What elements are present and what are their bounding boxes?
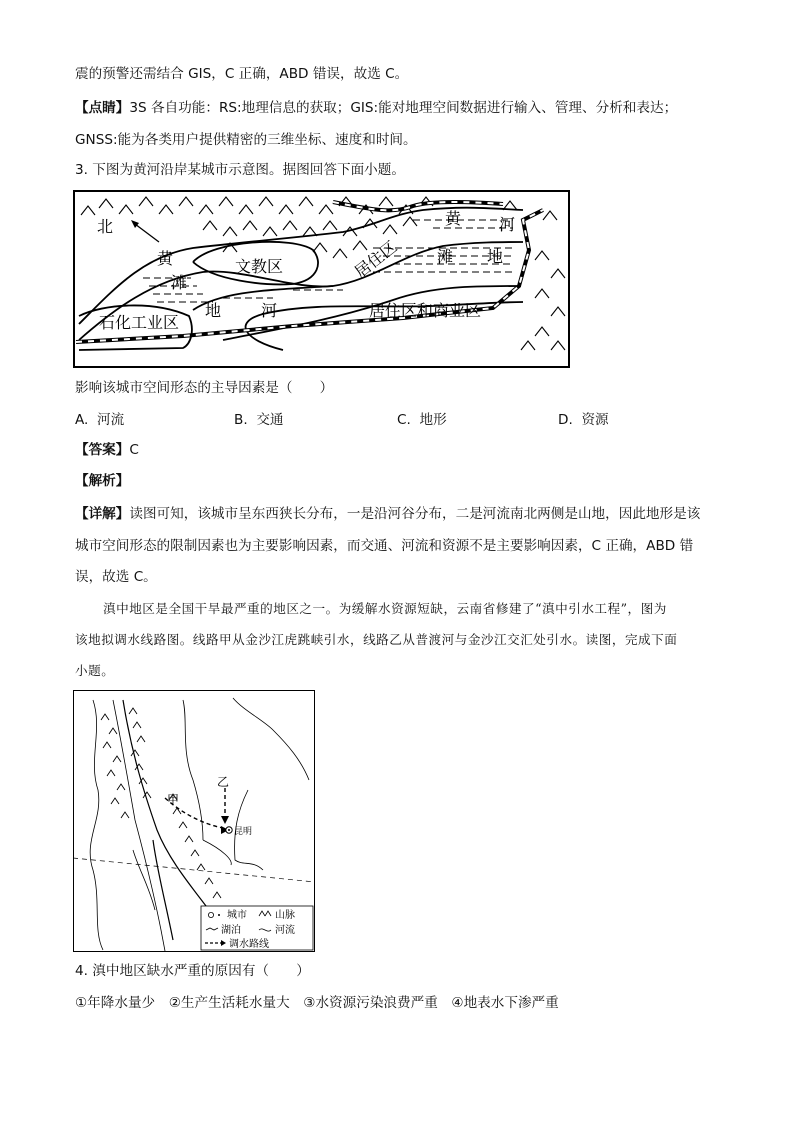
intro-line: 小题。 [75,663,115,678]
answer-value: C [129,442,139,458]
di-left-label: 地 [205,301,222,320]
question-3-stem: 影响该城市空间形态的主导因素是（ ） [75,380,334,396]
option-text: 资源 [581,412,609,428]
shangye-label: 居住区和商业区 [369,301,482,320]
he-left-label: 河 [261,301,278,320]
route-jia-label: 甲 [167,793,180,807]
legend-city: 城市 [227,910,247,921]
tan-right-label: 滩 [437,247,454,266]
answer-tag: 【答案】 [75,442,130,458]
option-key: D. [558,412,573,428]
analysis-tag: 【解析】 [75,473,130,489]
he-right-label: 河 [499,215,516,234]
juzhu-label: 居住区 [350,237,401,282]
legend-route: 调水路线 [229,939,269,950]
option-key: C. [397,412,411,428]
detail-line: 城市空间形态的限制因素也为主要影响因素，而交通、河流和资源不是主要影响因素，C 正确，ABD 错 [75,538,694,554]
wenjiao-label: 文教区 [235,257,284,276]
question-3: 3. 下图为黄河沿岸某城市示意图。据图回答下面小题。 [75,162,405,178]
option-d[interactable] [558,410,609,430]
legend-lake: 湖泊 [221,925,241,936]
option-key: A. [75,412,89,428]
north-label: 北 [97,217,114,236]
diversion-map-figure [73,690,315,952]
intro-line: 滇中地区是全国干旱最严重的地区之一。为缓解水资源短缺，云南省修建了“滇中引水工程”，图为 [103,601,667,616]
legend-river: 河流 [275,925,295,936]
city-map-svg [73,190,570,368]
diversion-map-svg [73,690,315,952]
route-yi-label: 乙 [217,775,230,789]
text-line: GNSS:能为各类用户提供精密的三维坐标、速度和时间。 [75,132,417,148]
question-4: 4. 滇中地区缺水严重的原因有（ ） [75,963,310,979]
text-line: 震的预警还需结合 GIS，C 正确，ABD 错误，故选 C。 [75,66,409,82]
answer-line [75,440,139,460]
detail-line [75,504,700,524]
kunming-label: 昆明 [234,827,253,837]
di-right-label: 地 [487,247,504,266]
tan-left-label: 滩 [171,273,188,292]
option-text: 交通 [256,412,284,428]
tip-line [75,98,677,118]
intro-line: 该地拟调水线路图。线路甲从金沙江虎跳峡引水，线路乙从普渡河与金沙江交汇处引水。读图，完成下面 [75,632,678,647]
tip-tag: 【点睛】 [75,100,130,116]
detail-text: 读图可知，该城市呈东西狭长分布，一是沿河谷分布，二是河流南北两侧是山地，因此地形是该 [129,506,701,522]
option-a[interactable] [75,410,124,430]
option-text: 河流 [97,412,125,428]
detail-tag: 【详解】 [75,506,130,522]
legend-mountain: 山脉 [275,910,295,921]
option-b[interactable] [234,410,284,430]
shihua-label: 石化工业区 [99,313,180,332]
map-legend [201,906,313,950]
question-4-items: ①年降水量少 ②生产生活耗水量大 ③水资源污染浪费严重 ④地表水下渗严重 [75,995,559,1011]
option-c[interactable] [397,410,447,430]
city-map-figure [73,190,570,368]
option-text: 地形 [419,412,447,428]
detail-line: 误，故选 C。 [75,569,157,585]
huang-right-label: 黄 [445,209,462,228]
tip-text: 3S 各自功能：RS:地理信息的获取；GIS:能对地理空间数据进行输入、管理、分析和表达； [129,100,678,116]
option-key: B. [234,412,248,428]
huang-left-label: 黄 [157,249,174,268]
